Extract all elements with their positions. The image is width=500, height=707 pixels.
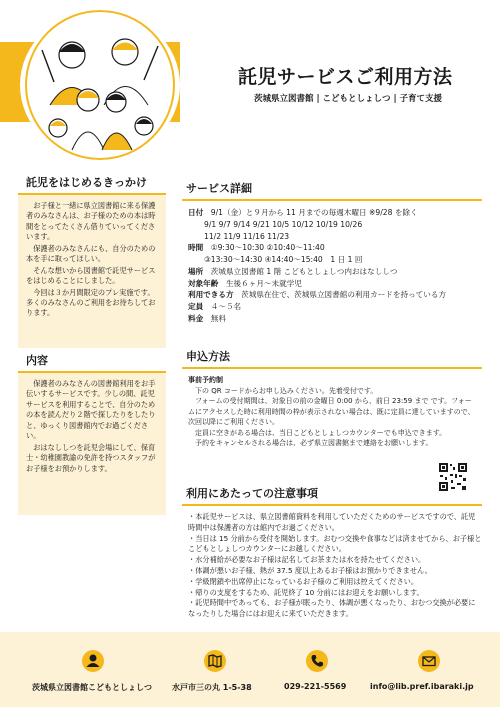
section-heading: 内容 bbox=[18, 348, 166, 373]
paragraph: おはなししつを託児会場にして、保育士・幼稚園教諭の免許を持つスタッフがお子様をお預かりします。 bbox=[26, 442, 156, 473]
paragraph: そんな想いから図書館で託児サービスをはじめることにしました。 bbox=[26, 265, 156, 286]
fee-text: 無料 bbox=[210, 313, 226, 323]
target-row bbox=[188, 278, 482, 290]
list-item: ・体調が悪いお子様、熱が 37.5 度以上あるお子様はお預かりできません。 bbox=[188, 565, 432, 575]
place-text: 茨城県立図書館 1 階 こどもとしょしつ内おはなししつ bbox=[210, 266, 398, 276]
section-heading: 託児をはじめるきっかけ bbox=[18, 170, 166, 195]
eligible-row bbox=[188, 289, 482, 301]
list-item: ・本託児サービスは、県立図書館資料を利用していただくためのサービスですので、託児時間中は保護者の方は館内でお過ごください。 bbox=[188, 512, 476, 532]
footer-email[interactable]: info@lib.pref.ibaraki.jp bbox=[370, 682, 474, 691]
service-details bbox=[182, 201, 482, 325]
apply-subheading: 事前予約制 bbox=[188, 376, 223, 384]
paragraph: 今回は３か月間限定のプレ実施です。多くのみなさんのご利用をお待ちしております。 bbox=[26, 287, 156, 318]
paragraph: フォームの受付期間は、対象日の前の金曜日 0:00 から、前日 23:59 まで です。フォームにアクセスした時に利用時間の枠が表示されない場合は、既に定員に達していますので、次回以降にご利用ください。 bbox=[188, 397, 475, 426]
section-content bbox=[18, 348, 166, 475]
target-label: 対象年齢 bbox=[188, 278, 219, 288]
person-icon bbox=[82, 650, 104, 672]
place-label: 場所 bbox=[188, 266, 204, 276]
section-heading: 利用にあたっての注意事項 bbox=[182, 485, 482, 506]
page-subtitle: 茨城県立図書館 | こどもとしょしつ | 子育て支援 bbox=[254, 94, 443, 104]
date-label: 日付 bbox=[188, 208, 204, 217]
notes-list bbox=[182, 506, 482, 620]
capacity-row bbox=[188, 301, 482, 313]
paragraph: 予約をキャンセルされる場合は、必ず県立図書館まで連絡をお願いします。 bbox=[195, 439, 433, 447]
section-heading: サービス詳細 bbox=[182, 180, 482, 201]
section-body bbox=[18, 195, 166, 319]
eligible-label: 利用できる方 bbox=[188, 290, 234, 300]
capacity-label: 定員 bbox=[188, 302, 204, 312]
map-icon bbox=[204, 650, 226, 672]
list-item: ・当日は 15 分前から受付を開始します。おむつ交換や食事などは済ませてから、お子様とこどもとしょしつカウンターにお越しください。 bbox=[188, 533, 482, 554]
section-body bbox=[18, 373, 166, 474]
time-text: ①9:30～10:30 ②10:40～11:40 bbox=[210, 243, 325, 253]
footer-library-name: 茨城県立図書館こどもとしょしつ bbox=[32, 683, 152, 692]
date-text: 9/1（金）と９月から 11 月までの毎週木曜日 ※9/28 を除く bbox=[210, 208, 418, 217]
list-item: ・水分補給が必要なお子様は記名してお茶または水を持たせてください。 bbox=[188, 555, 426, 565]
date-row bbox=[188, 207, 482, 219]
section-motivation bbox=[18, 170, 166, 320]
footer-phone[interactable]: 029-221-5569 bbox=[284, 682, 347, 691]
family-illustration-icon bbox=[20, 10, 180, 160]
list-item: ・帰りの支度をするため、託児終了 10 分前にはお迎えをお願いします。 bbox=[188, 587, 424, 597]
list-item: ・託児時間中であっても、お子様が眠ったり、体調が悪くなったり、おむつ交換が必要になったりした場合にはお迎えに来ていただきます。 bbox=[188, 598, 476, 619]
list-item: ・学級閉鎖や出席停止になっているお子様のご利用は控えてください。 bbox=[188, 576, 419, 586]
paragraph: 保護者のみなさんにも、自分のための本を手に取ってほしい。 bbox=[26, 243, 156, 264]
page-title: 託児サービスご利用方法 bbox=[238, 66, 453, 88]
time-label: 時間 bbox=[188, 243, 204, 253]
family-illustration bbox=[20, 10, 180, 160]
capacity-text: ４～５名 bbox=[210, 302, 242, 312]
fee-label: 料金 bbox=[188, 313, 204, 323]
mail-icon bbox=[418, 650, 440, 672]
fee-row bbox=[188, 313, 482, 325]
paragraph: 保護者のみなさんの図書館利用をお手伝いするサービスです。少しの間、託児サービスを利用することで、自分のための本を読んだり２階で探したりをしたりと、ゆっくり図書館内でお過ごください。 bbox=[26, 379, 156, 441]
paragraph: お子様と一緒に県立図書館に来る保護者のみなさんは、お子様のための本は時間をとってたくさん借りていってくださいます。 bbox=[26, 201, 156, 242]
paragraph: 下の QR コードからお申し込みください。先着受付です。 bbox=[195, 386, 378, 395]
time-list: ③13:30～14:30 ④14:40～15:40 1 日 1 回 bbox=[204, 255, 363, 265]
phone-icon bbox=[306, 650, 328, 672]
paragraph: 定員に空きがある場合は、当日こどもとしょしつカウンターでも申込できます。 bbox=[195, 428, 447, 437]
apply-body bbox=[182, 369, 478, 449]
date-list: 11/2 11/9 11/16 11/23 bbox=[204, 231, 290, 241]
eligible-text: 茨城県在住で、茨城県立図書館の利用カードを持っている方 bbox=[241, 290, 447, 300]
time-row bbox=[188, 242, 482, 254]
date-list: 9/1 9/7 9/14 9/21 10/5 10/12 10/19 10/26 bbox=[204, 219, 363, 229]
target-text: 生後６ヶ月～未就学児 bbox=[225, 278, 302, 288]
footer-address: 水戸市三の丸 1-5-38 bbox=[172, 683, 252, 692]
section-service bbox=[182, 180, 482, 325]
place-row bbox=[188, 266, 482, 278]
section-notes bbox=[182, 485, 482, 620]
section-heading: 申込方法 bbox=[182, 348, 482, 369]
section-apply bbox=[182, 348, 482, 449]
